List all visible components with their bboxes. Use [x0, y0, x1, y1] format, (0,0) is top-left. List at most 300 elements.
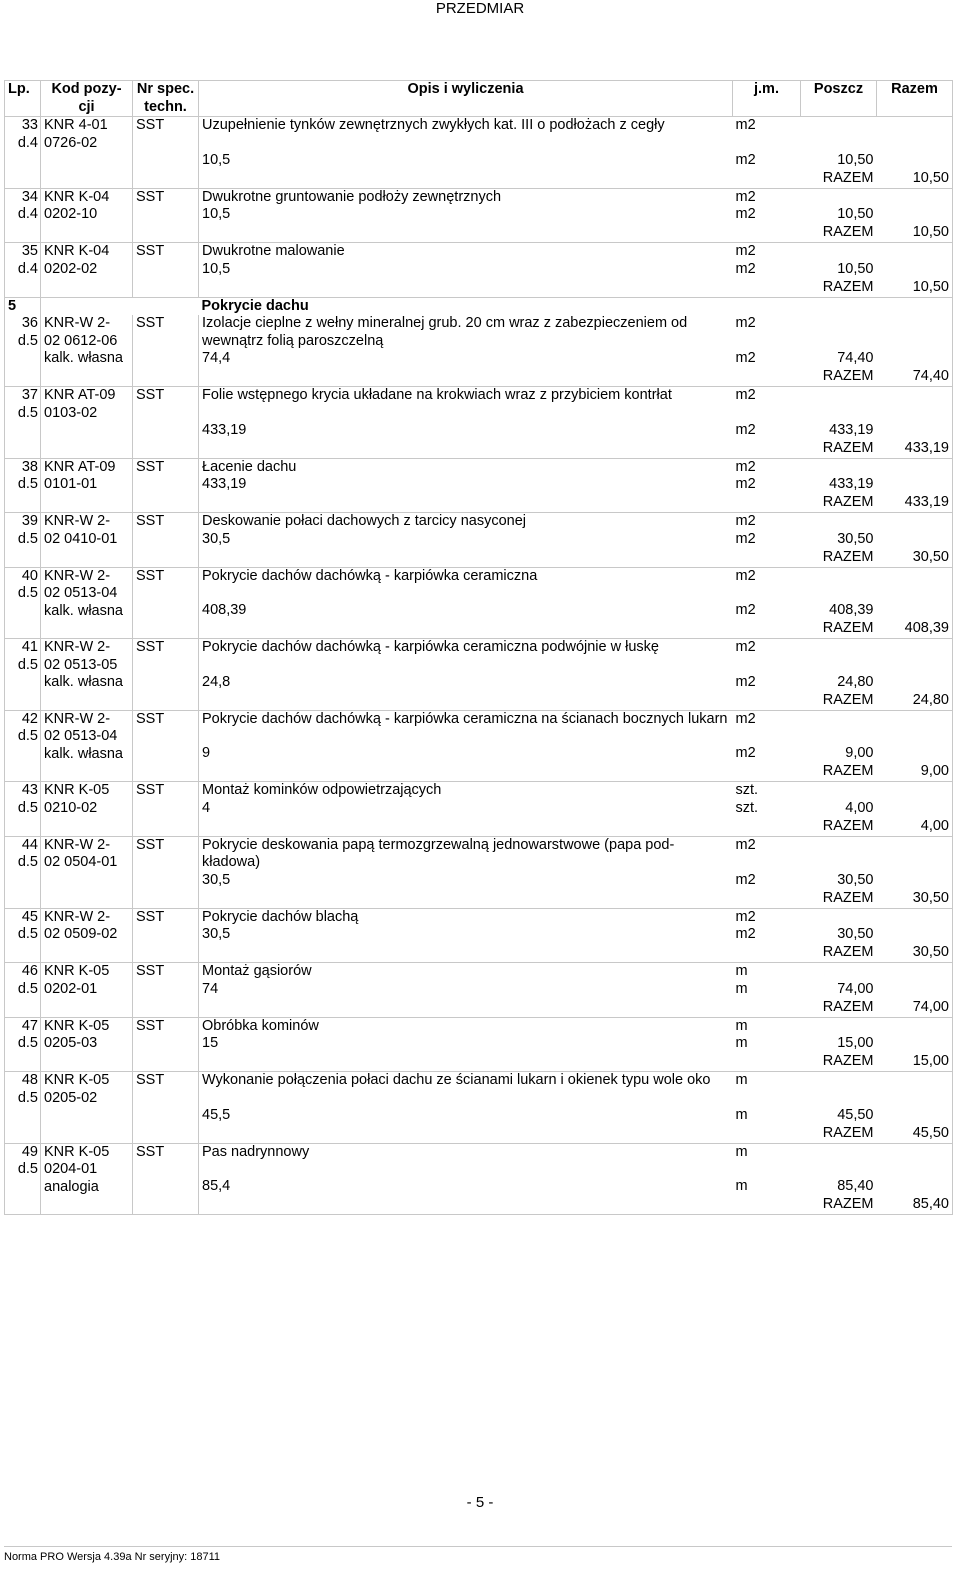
razem-label: RAZEM	[822, 944, 874, 960]
empty-cell	[877, 422, 953, 440]
position-row	[5, 117, 953, 152]
position-description: Obróbka kominów	[199, 1017, 733, 1035]
position-code	[41, 782, 133, 837]
position-description: Pokrycie dachów dachówką - karpiówka ceramiczna podwójnie w łuskę	[199, 639, 733, 674]
empty-cell	[199, 224, 733, 243]
quantity-value: 24,80	[837, 673, 874, 690]
position-code-line: kalk. własna	[44, 350, 123, 366]
position-chapter: d.5	[17, 728, 38, 744]
col-header-qty: Poszcz	[801, 81, 877, 117]
razem-value: 10,50	[877, 170, 953, 189]
razem-value: 15,00	[877, 1053, 953, 1072]
quantity-expression: 408,39	[202, 602, 247, 618]
position-code-line: 0202-02	[44, 260, 98, 277]
position-number: 40	[21, 567, 38, 584]
empty-cell	[877, 206, 953, 224]
col-header-code: Kod pozy-cji	[41, 81, 133, 117]
quantity-expression: 9	[202, 745, 211, 761]
position-row	[5, 710, 953, 745]
position-lp	[5, 117, 41, 189]
position-unit: m2	[733, 117, 801, 152]
position-code	[41, 963, 133, 1018]
razem-label: RAZEM	[822, 368, 874, 384]
quantity-unit: m2	[735, 421, 756, 438]
col-header-total: Razem	[877, 81, 953, 117]
position-number: 48	[21, 1072, 38, 1088]
quantity-unit: m2	[735, 476, 756, 492]
position-code-line: 0210-02	[44, 799, 98, 816]
empty-cell	[877, 782, 953, 800]
razem-label: RAZEM	[822, 439, 874, 456]
position-unit: m	[733, 1072, 801, 1107]
position-code-line: KNR-W 2-	[44, 639, 111, 655]
position-code	[41, 908, 133, 963]
position-spec: SST	[133, 963, 199, 1018]
position-chapter: d.4	[17, 134, 38, 151]
quantity-expression: 4	[202, 799, 211, 816]
razem-label: RAZEM	[822, 548, 874, 565]
position-lp	[5, 315, 41, 387]
position-row	[5, 567, 953, 602]
empty-cell	[801, 188, 877, 206]
position-chapter: d.5	[17, 1035, 38, 1051]
position-number: 39	[21, 513, 38, 529]
position-code-line: 02 0612-06	[44, 332, 118, 349]
razem-label: RAZEM	[822, 494, 874, 510]
position-code-line: 02 0410-01	[44, 530, 118, 547]
position-lp	[5, 1143, 41, 1215]
position-unit: m2	[733, 188, 801, 206]
quantity-expression: 30,5	[202, 926, 231, 942]
position-description: Pas nadrynnowy	[199, 1143, 733, 1178]
empty-cell	[877, 315, 953, 350]
position-unit: m2	[733, 458, 801, 476]
razem-value: 85,40	[877, 1196, 953, 1215]
position-lp	[5, 782, 41, 837]
position-spec: SST	[133, 710, 199, 782]
empty-cell	[877, 243, 953, 261]
position-description: Montaż gąsiorów	[199, 963, 733, 981]
position-number: 46	[21, 963, 38, 979]
empty-cell	[801, 908, 877, 926]
position-row	[5, 963, 953, 981]
quantity-expression: 15	[202, 1035, 219, 1051]
razem-label: RAZEM	[822, 691, 874, 708]
razem-value: 30,50	[877, 944, 953, 963]
col-header-spec: Nr spec. techn.	[133, 81, 199, 117]
position-code-line: KNR AT-09	[44, 458, 116, 475]
razem-label: RAZEM	[822, 278, 874, 295]
position-chapter: d.5	[17, 799, 38, 816]
razem-label: RAZEM	[822, 169, 874, 186]
empty-cell	[199, 440, 733, 459]
empty-cell	[801, 1072, 877, 1107]
position-description: Pokrycie dachów blachą	[199, 908, 733, 926]
quantity-value: 408,39	[829, 602, 874, 618]
razem-label: RAZEM	[822, 620, 874, 636]
position-code-line: KNR K-04	[44, 188, 110, 205]
empty-cell	[801, 1017, 877, 1035]
empty-cell	[877, 800, 953, 818]
position-spec: SST	[133, 1017, 199, 1072]
position-lp	[5, 1072, 41, 1144]
position-code-line: KNR-W 2-	[44, 567, 111, 584]
position-code	[41, 513, 133, 568]
section-spacer	[733, 297, 877, 315]
position-code-line: 0101-01	[44, 476, 98, 492]
section-number: 5	[5, 297, 41, 315]
table-bottom-border	[5, 1215, 953, 1216]
razem-value: 9,00	[877, 763, 953, 782]
position-row	[5, 782, 953, 800]
position-code	[41, 188, 133, 243]
empty-cell	[801, 567, 877, 602]
empty-cell	[877, 1035, 953, 1053]
position-spec: SST	[133, 387, 199, 459]
quantity-expression: 30,5	[202, 871, 231, 888]
position-code-line: 02 0513-05	[44, 656, 118, 673]
quantity-expression: 10,5	[202, 206, 231, 222]
empty-cell	[801, 117, 877, 152]
empty-cell	[801, 836, 877, 872]
empty-cell	[801, 387, 877, 422]
razem-label: RAZEM	[822, 224, 874, 240]
position-number: 35	[21, 243, 38, 259]
position-lp	[5, 567, 41, 639]
empty-cell	[877, 188, 953, 206]
quantity-value: 433,19	[829, 421, 874, 438]
quantity-unit: m	[735, 1178, 748, 1194]
position-number: 49	[21, 1143, 38, 1160]
table-bottom-border-cell	[5, 1215, 953, 1216]
position-lp	[5, 387, 41, 459]
position-code-line: kalk. własna	[44, 674, 123, 690]
quantity-unit: m2	[735, 745, 756, 761]
position-number: 33	[21, 117, 38, 133]
razem-value: 433,19	[877, 440, 953, 459]
empty-cell	[877, 710, 953, 745]
position-chapter: d.5	[17, 854, 38, 870]
razem-label: RAZEM	[822, 1196, 874, 1212]
empty-cell	[877, 926, 953, 944]
position-unit: m2	[733, 513, 801, 531]
position-code-line: kalk. własna	[44, 745, 123, 762]
position-code	[41, 1072, 133, 1144]
position-description: Montaż kominków odpowietrzających	[199, 782, 733, 800]
quantity-expression: 45,5	[202, 1106, 231, 1123]
cost-estimate-table	[4, 80, 953, 1215]
razem-value: 30,50	[877, 890, 953, 909]
quantity-value: 4,00	[845, 799, 874, 816]
empty-cell	[199, 818, 733, 837]
razem-label: RAZEM	[822, 763, 874, 779]
col-header-description: Opis i wyliczenia	[199, 81, 733, 117]
position-code-line: 0205-02	[44, 1089, 98, 1106]
empty-cell	[877, 639, 953, 674]
quantity-unit: m2	[735, 673, 756, 690]
position-spec: SST	[133, 458, 199, 513]
position-code-line: 0202-01	[44, 980, 98, 997]
position-code-line: KNR-W 2-	[44, 908, 111, 925]
position-code-line: KNR-W 2-	[44, 315, 111, 331]
position-unit: szt.	[733, 782, 801, 800]
position-chapter: d.5	[17, 332, 38, 349]
position-code	[41, 710, 133, 782]
razem-value: 45,50	[877, 1125, 953, 1144]
position-spec: SST	[133, 1143, 199, 1215]
position-description: Uzupełnienie tynków zewnętrznych zwykłych kat. III o podłożach z cegły	[199, 117, 733, 152]
empty-cell	[801, 513, 877, 531]
position-code-line: 02 0509-02	[44, 926, 118, 942]
empty-cell	[877, 387, 953, 422]
razem-value: 30,50	[877, 549, 953, 568]
quantity-unit: m	[735, 1106, 748, 1123]
position-spec: SST	[133, 639, 199, 711]
quantity-value: 30,50	[837, 926, 874, 942]
position-row	[5, 315, 953, 350]
empty-cell	[877, 531, 953, 549]
position-chapter: d.5	[17, 404, 38, 421]
position-unit: m2	[733, 387, 801, 422]
position-code	[41, 387, 133, 459]
position-description: Folie wstępnego krycia układane na krokwiach wraz z przybiciem kontrłat	[199, 387, 733, 422]
position-number: 36	[21, 315, 38, 331]
position-description: Izolacje cieplne z wełny mineralnej grub. 20 cm wraz z zabezpieczeniem od wewnątrz folią paroszczelną	[202, 315, 688, 349]
position-code-line: KNR-W 2-	[44, 836, 111, 853]
position-code-line: 02 0513-04	[44, 728, 118, 744]
quantity-value: 15,00	[837, 1035, 874, 1051]
quantity-value: 10,50	[837, 151, 874, 168]
position-code-line: KNR AT-09	[44, 387, 116, 403]
position-number: 43	[21, 782, 38, 798]
empty-cell	[877, 567, 953, 602]
position-row	[5, 458, 953, 476]
position-code-line: 02 0504-01	[44, 854, 118, 870]
position-code-line: 02 0513-04	[44, 585, 118, 601]
position-chapter: d.4	[17, 260, 38, 277]
position-code-line: 0205-03	[44, 1035, 98, 1051]
quantity-value: 30,50	[837, 871, 874, 888]
quantity-expression: 24,8	[202, 673, 231, 690]
empty-cell	[877, 476, 953, 494]
section-spacer	[41, 297, 199, 315]
position-spec: SST	[133, 1072, 199, 1144]
empty-cell	[199, 170, 733, 189]
position-spec: SST	[133, 117, 199, 189]
position-description: Dwukrotne malowanie	[199, 243, 733, 261]
position-code-line: KNR-W 2-	[44, 710, 111, 727]
position-spec: SST	[133, 567, 199, 639]
position-code	[41, 836, 133, 908]
empty-cell	[801, 639, 877, 674]
empty-cell	[877, 872, 953, 890]
razem-value: 408,39	[877, 620, 953, 639]
empty-cell	[199, 279, 733, 298]
empty-cell	[877, 1107, 953, 1125]
position-number: 44	[21, 836, 38, 853]
position-description: Dwukrotne gruntowanie podłoży zewnętrznych	[199, 188, 733, 206]
quantity-unit: m2	[735, 206, 756, 222]
razem-label: RAZEM	[822, 889, 874, 906]
position-unit: m2	[733, 908, 801, 926]
razem-value: 4,00	[877, 818, 953, 837]
position-code	[41, 639, 133, 711]
position-chapter: d.5	[17, 585, 38, 601]
empty-cell	[199, 944, 733, 963]
position-row	[5, 1143, 953, 1178]
quantity-expression: 74	[202, 980, 219, 997]
quantity-unit: m2	[735, 350, 756, 366]
empty-cell	[877, 674, 953, 692]
position-code	[41, 458, 133, 513]
position-number: 41	[21, 639, 38, 655]
position-chapter: d.5	[17, 530, 38, 547]
empty-cell	[199, 999, 733, 1018]
razem-label: RAZEM	[822, 998, 874, 1015]
position-chapter: d.5	[17, 656, 38, 673]
section-header-row	[5, 297, 953, 315]
razem-value: 74,40	[877, 368, 953, 387]
position-unit: m2	[733, 710, 801, 745]
quantity-value: 74,40	[837, 350, 874, 366]
empty-cell	[877, 745, 953, 763]
position-chapter: d.4	[17, 206, 38, 222]
quantity-expression: 85,4	[202, 1178, 231, 1194]
position-number: 45	[21, 908, 38, 925]
position-unit: m2	[733, 836, 801, 872]
position-lp	[5, 908, 41, 963]
empty-cell	[199, 1053, 733, 1072]
empty-cell	[877, 602, 953, 620]
position-chapter: d.5	[17, 1161, 38, 1177]
quantity-expression: 433,19	[202, 476, 247, 492]
position-lp	[5, 513, 41, 568]
position-description: Pokrycie deskowania papą termozgrzewalną jednowarstwowe (papa pod- kładowa)	[199, 836, 733, 872]
position-code-line: KNR K-05	[44, 782, 110, 798]
page-number: - 5 -	[466, 1494, 494, 1511]
quantity-value: 10,50	[837, 206, 874, 222]
position-row	[5, 639, 953, 674]
position-spec: SST	[133, 908, 199, 963]
position-chapter: d.5	[17, 926, 38, 942]
position-code	[41, 1143, 133, 1215]
empty-cell	[877, 350, 953, 368]
quantity-unit: m2	[735, 926, 756, 942]
position-code-line: KNR K-05	[44, 1072, 110, 1088]
empty-cell	[199, 1196, 733, 1215]
position-lp	[5, 1017, 41, 1072]
quantity-value: 45,50	[837, 1106, 874, 1123]
position-description: Wykonanie połączenia połaci dachu ze ścianami lukarn i okienek typu wole oko	[199, 1072, 733, 1107]
razem-value: 10,50	[877, 279, 953, 298]
position-code	[41, 243, 133, 298]
empty-cell	[199, 692, 733, 711]
quantity-unit: m2	[735, 871, 756, 888]
position-row	[5, 836, 953, 872]
razem-value: 433,19	[877, 494, 953, 513]
position-row	[5, 188, 953, 206]
empty-cell	[877, 963, 953, 981]
position-code-line: KNR K-05	[44, 963, 110, 979]
empty-cell	[877, 836, 953, 872]
empty-cell	[877, 458, 953, 476]
empty-cell	[199, 763, 733, 782]
empty-cell	[877, 513, 953, 531]
position-code	[41, 1017, 133, 1072]
section-title: Pokrycie dachu	[199, 297, 733, 315]
position-code-line: KNR K-05	[44, 1143, 110, 1160]
empty-cell	[801, 782, 877, 800]
position-code-line: analogia	[44, 1178, 99, 1195]
position-unit: m	[733, 1143, 801, 1178]
empty-cell	[801, 458, 877, 476]
position-description: Pokrycie dachów dachówką - karpiówka ceramiczna	[199, 567, 733, 602]
position-spec: SST	[133, 782, 199, 837]
empty-cell	[199, 620, 733, 639]
quantity-value: 85,40	[837, 1178, 874, 1194]
razem-label: RAZEM	[822, 817, 874, 834]
quantity-unit: m	[735, 1035, 748, 1051]
razem-label: RAZEM	[822, 1124, 874, 1141]
position-row	[5, 243, 953, 261]
section-spacer	[877, 297, 953, 315]
position-unit: m2	[735, 315, 756, 331]
col-header-unit: j.m.	[733, 81, 801, 117]
position-code-line: KNR K-05	[44, 1017, 110, 1034]
position-unit: m	[733, 963, 801, 981]
position-unit: m2	[733, 639, 801, 674]
empty-cell	[877, 152, 953, 170]
empty-cell	[801, 1143, 877, 1178]
quantity-expression: 10,5	[202, 151, 231, 168]
position-spec: SST	[133, 513, 199, 568]
footer-divider	[4, 1546, 952, 1547]
position-code-line: kalk. własna	[44, 602, 123, 619]
program-info: Norma PRO Wersja 4.39a Nr seryjny: 18711	[4, 1551, 221, 1563]
position-number: 42	[21, 710, 38, 727]
empty-cell	[199, 494, 733, 513]
empty-cell	[877, 1143, 953, 1178]
empty-cell	[877, 117, 953, 152]
position-lp	[5, 639, 41, 711]
razem-value: 10,50	[877, 224, 953, 243]
position-lp	[5, 963, 41, 1018]
position-chapter: d.5	[17, 980, 38, 997]
razem-value: 74,00	[877, 999, 953, 1018]
empty-cell	[877, 981, 953, 999]
razem-value: 24,80	[877, 692, 953, 711]
quantity-expression: 74,4	[202, 350, 231, 366]
position-number: 47	[21, 1017, 38, 1034]
position-code	[41, 117, 133, 189]
position-code-line: KNR K-04	[44, 243, 110, 259]
position-lp	[5, 188, 41, 243]
empty-cell	[199, 890, 733, 909]
quantity-value: 74,00	[837, 980, 874, 997]
position-lp	[5, 836, 41, 908]
quantity-value: 30,50	[837, 530, 874, 547]
position-code-line: 0202-10	[44, 206, 98, 222]
quantity-unit: m2	[735, 602, 756, 618]
column-header-row	[5, 81, 953, 117]
position-row	[5, 1072, 953, 1107]
empty-cell	[877, 261, 953, 279]
quantity-value: 10,50	[837, 260, 874, 277]
position-code	[41, 567, 133, 639]
empty-cell	[199, 1125, 733, 1144]
position-number: 37	[21, 387, 38, 403]
quantity-expression: 433,19	[202, 421, 247, 438]
